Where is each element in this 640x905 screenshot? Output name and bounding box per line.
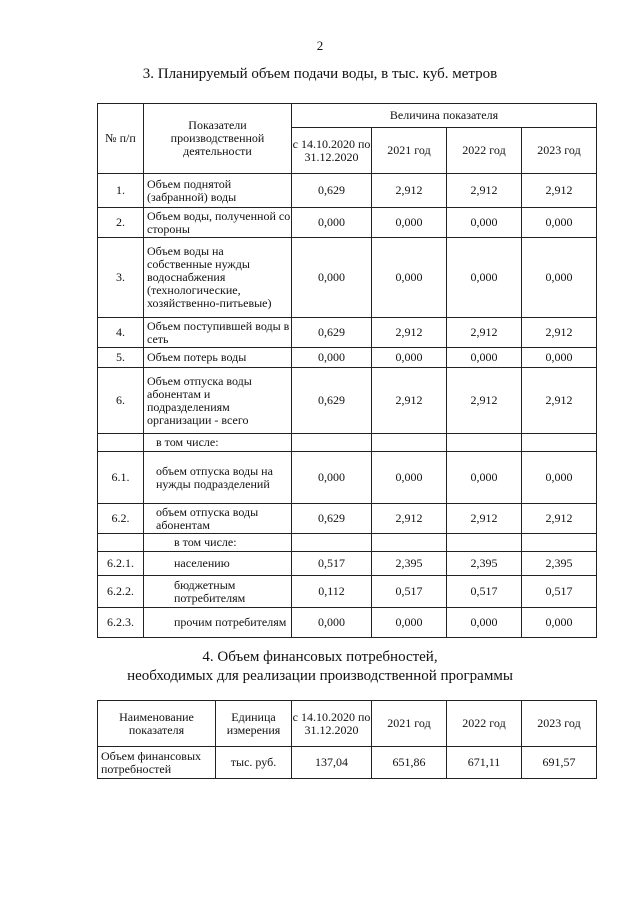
table-row	[98, 174, 597, 208]
cell-2021	[372, 434, 447, 452]
cell-period: 0,517	[292, 552, 372, 576]
cell-2023: 0,000	[522, 238, 597, 318]
cell-2022: 0,000	[447, 238, 522, 318]
cell-period: 0,112	[292, 576, 372, 608]
header-num: № п/п	[98, 104, 144, 174]
cell-2023: 691,57	[522, 747, 597, 779]
header-unit: Единица измерения	[216, 701, 292, 747]
cell-2021: 0,000	[372, 452, 447, 504]
financial-needs-table	[97, 700, 597, 779]
table-row	[98, 434, 597, 452]
cell-2022: 0,000	[447, 348, 522, 368]
cell-period: 0,000	[292, 452, 372, 504]
row-name: объем отпуска воды абонентам	[144, 504, 292, 534]
cell-2023: 0,000	[522, 208, 597, 238]
row-name: Объем потерь воды	[144, 348, 292, 368]
table-row	[98, 368, 597, 434]
table-row	[98, 452, 597, 504]
header-2022: 2022 год	[447, 701, 522, 747]
header-2022: 2022 год	[447, 128, 522, 174]
row-num: 6.2.	[98, 504, 144, 534]
section4-title-line1: 4. Объем финансовых потребностей,	[202, 649, 438, 665]
row-num: 4.	[98, 318, 144, 348]
row-name: бюджетным потребителям	[144, 576, 292, 608]
table-row	[98, 608, 597, 638]
row-num: 6.2.3.	[98, 608, 144, 638]
cell-2021: 0,000	[372, 238, 447, 318]
header-2023: 2023 год	[522, 128, 597, 174]
water-supply-table	[97, 103, 597, 638]
row-name: Объем финансовых потребностей	[98, 747, 216, 779]
table-row	[98, 504, 597, 534]
cell-period: 0,629	[292, 174, 372, 208]
cell-period	[292, 434, 372, 452]
cell-2022: 2,912	[447, 368, 522, 434]
cell-2023: 2,912	[522, 318, 597, 348]
cell-2022: 2,912	[447, 318, 522, 348]
header-period: с 14.10.2020 по 31.12.2020	[292, 128, 372, 174]
cell-2023	[522, 434, 597, 452]
cell-2021: 2,912	[372, 174, 447, 208]
cell-2022: 0,000	[447, 452, 522, 504]
cell-2022: 0,517	[447, 576, 522, 608]
cell-2023	[522, 534, 597, 552]
cell-2022: 2,912	[447, 174, 522, 208]
cell-2022	[447, 534, 522, 552]
cell-period: 0,629	[292, 504, 372, 534]
row-num: 6.	[98, 368, 144, 434]
cell-2023: 2,912	[522, 368, 597, 434]
table-row	[98, 208, 597, 238]
cell-2023: 0,517	[522, 576, 597, 608]
table-row	[98, 576, 597, 608]
row-unit: тыс. руб.	[216, 747, 292, 779]
cell-2023: 2,395	[522, 552, 597, 576]
cell-2023: 2,912	[522, 174, 597, 208]
table-row	[98, 348, 597, 368]
header-2023: 2023 год	[522, 701, 597, 747]
cell-2021: 0,000	[372, 608, 447, 638]
row-name: в том числе:	[144, 434, 292, 452]
row-num	[98, 434, 144, 452]
cell-2023: 2,912	[522, 504, 597, 534]
cell-period: 0,000	[292, 608, 372, 638]
cell-2022: 0,000	[447, 608, 522, 638]
cell-period: 137,04	[292, 747, 372, 779]
row-num: 5.	[98, 348, 144, 368]
cell-period: 0,000	[292, 208, 372, 238]
row-name: Объем воды, полученной со стороны	[144, 208, 292, 238]
row-num: 2.	[98, 208, 144, 238]
row-name: Объем поднятой (забранной) воды	[144, 174, 292, 208]
cell-2022: 2,395	[447, 552, 522, 576]
cell-2021: 0,517	[372, 576, 447, 608]
row-name: объем отпуска воды на нужды подразделений	[144, 452, 292, 504]
header-value: Величина показателя	[292, 104, 597, 128]
cell-period: 0,629	[292, 318, 372, 348]
row-name: в том числе:	[144, 534, 292, 552]
cell-2022: 671,11	[447, 747, 522, 779]
table-row	[98, 534, 597, 552]
table-row	[98, 318, 597, 348]
row-name: Объем поступившей воды в сеть	[144, 318, 292, 348]
header-2021: 2021 год	[372, 701, 447, 747]
cell-2022	[447, 434, 522, 452]
table-row	[98, 552, 597, 576]
row-num: 6.2.2.	[98, 576, 144, 608]
cell-period: 0,000	[292, 348, 372, 368]
cell-2021: 2,912	[372, 318, 447, 348]
cell-2021: 0,000	[372, 208, 447, 238]
cell-2023: 0,000	[522, 348, 597, 368]
section4-title	[0, 648, 640, 686]
row-num	[98, 534, 144, 552]
cell-2022: 0,000	[447, 208, 522, 238]
cell-2021: 2,912	[372, 368, 447, 434]
cell-2023: 0,000	[522, 608, 597, 638]
cell-period	[292, 534, 372, 552]
cell-2022: 2,912	[447, 504, 522, 534]
row-num: 1.	[98, 174, 144, 208]
cell-2021: 2,912	[372, 504, 447, 534]
cell-2023: 0,000	[522, 452, 597, 504]
cell-period: 0,629	[292, 368, 372, 434]
section4-title-line2: необходимых для реализации производственной программы	[127, 668, 513, 684]
header-name: Наименование показателя	[98, 701, 216, 747]
header-2021: 2021 год	[372, 128, 447, 174]
table-row	[98, 747, 597, 779]
cell-period: 0,000	[292, 238, 372, 318]
cell-2021	[372, 534, 447, 552]
row-name: прочим потребителям	[144, 608, 292, 638]
row-name: населению	[144, 552, 292, 576]
cell-2021: 651,86	[372, 747, 447, 779]
row-num: 6.1.	[98, 452, 144, 504]
header-period: с 14.10.2020 по 31.12.2020	[292, 701, 372, 747]
cell-2021: 0,000	[372, 348, 447, 368]
table-row	[98, 238, 597, 318]
row-num: 3.	[98, 238, 144, 318]
row-num: 6.2.1.	[98, 552, 144, 576]
header-indicators: Показатели производственной деятельности	[144, 104, 292, 174]
row-name: Объем воды на собственные нужды водоснабжения (технологические, хозяйственно-питьевые)	[144, 238, 292, 318]
cell-2021: 2,395	[372, 552, 447, 576]
section3-title: 3. Планируемый объем подачи воды, в тыс. куб. метров	[142, 66, 498, 82]
row-name: Объем отпуска воды абонентам и подразделениям организации - всего	[144, 368, 292, 434]
page-number: 2	[316, 38, 324, 53]
